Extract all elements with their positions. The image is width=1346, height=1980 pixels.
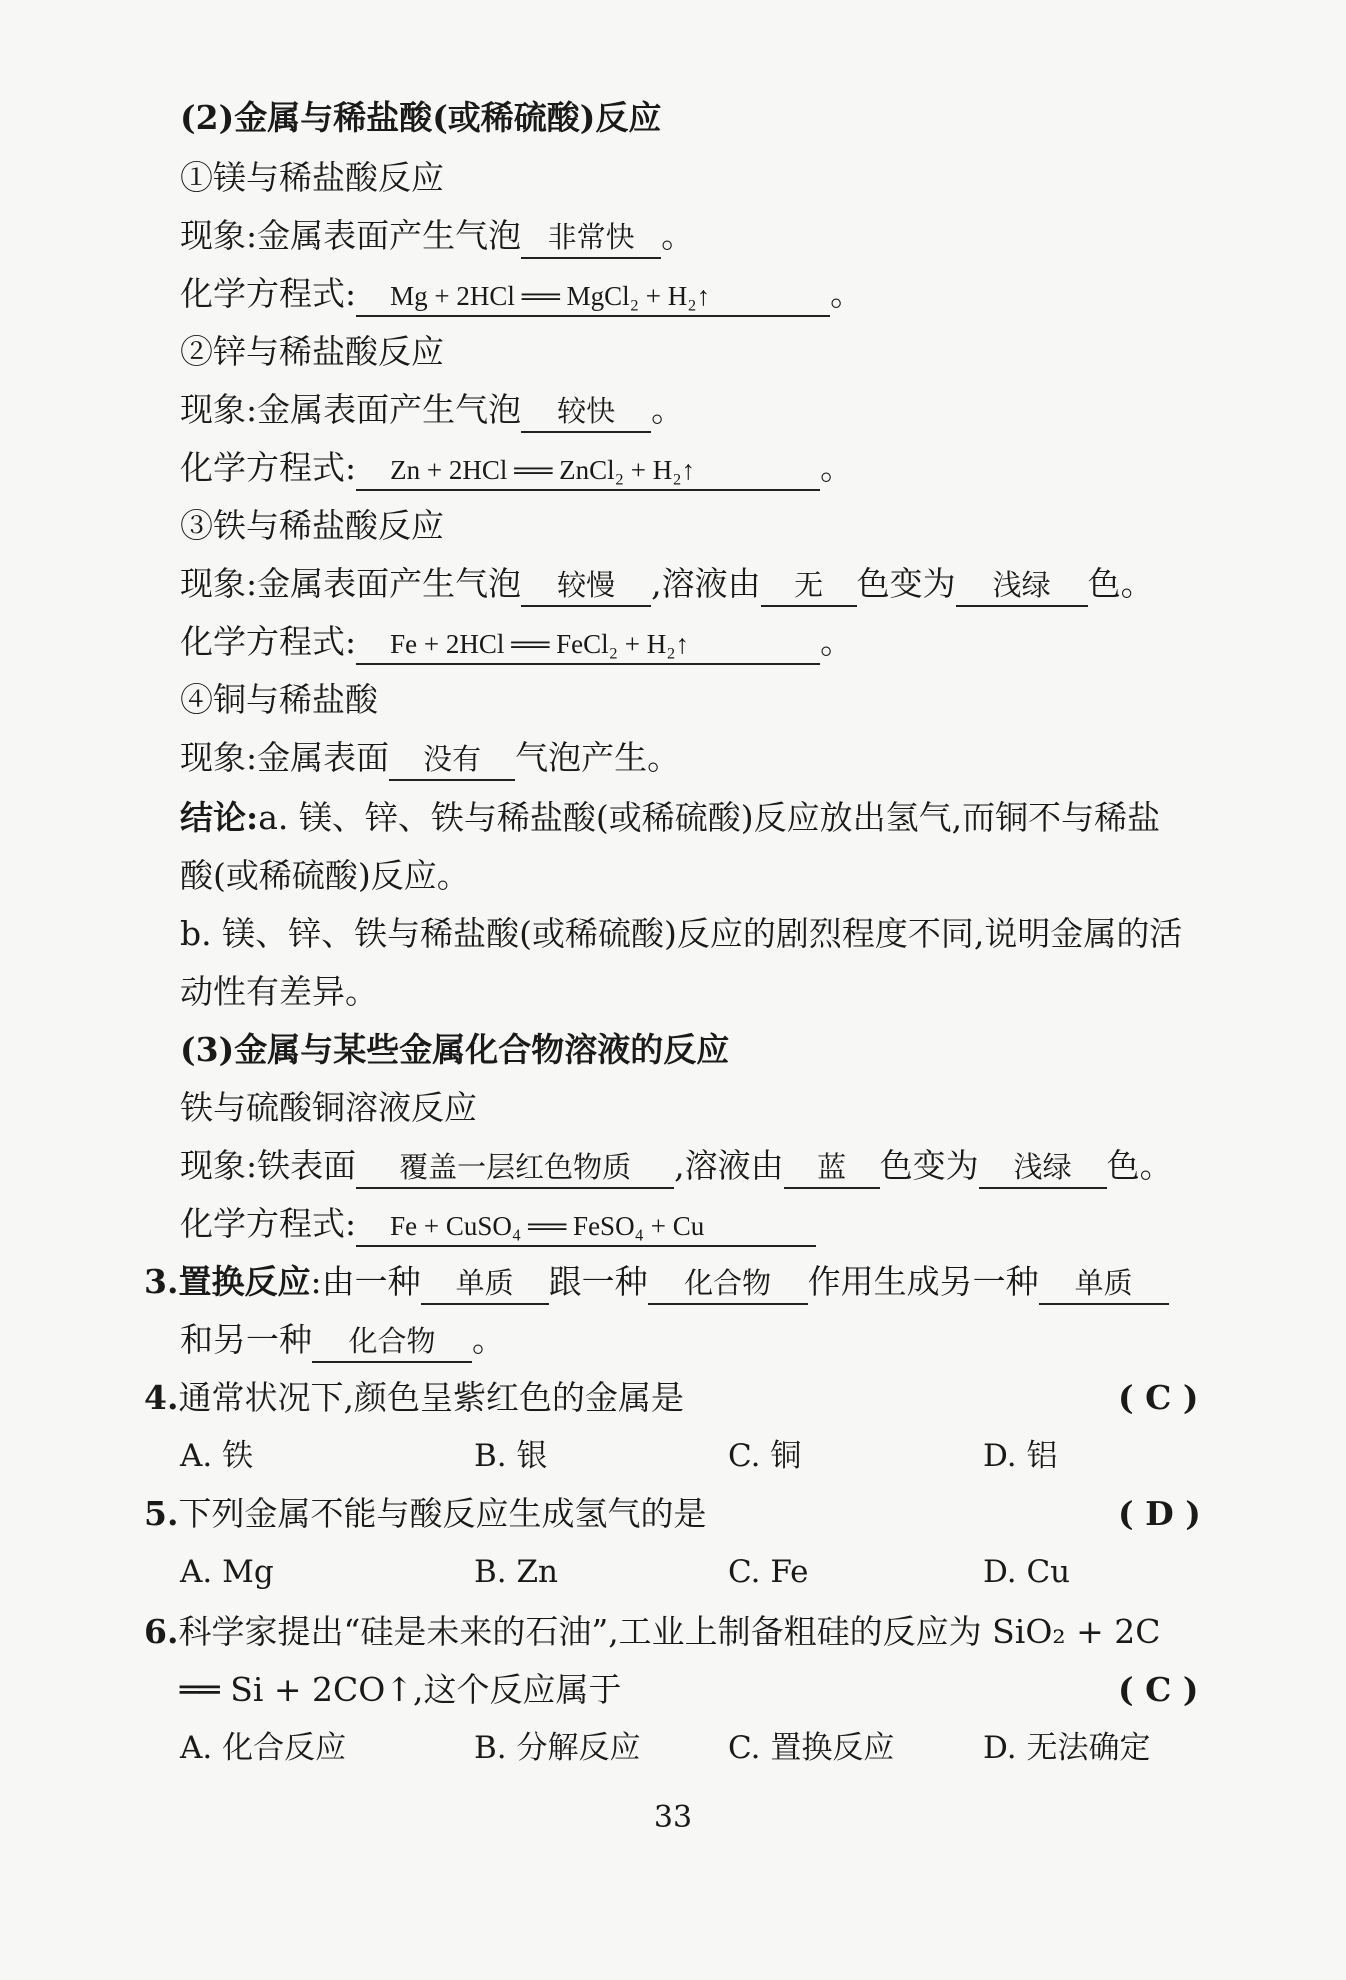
answer-blank: 无	[761, 567, 857, 607]
conclusion-line	[180, 798, 1160, 838]
text: 化学方程式:	[180, 622, 357, 661]
text: 。	[651, 390, 685, 429]
text: 现象:金属表面	[180, 738, 390, 777]
answer-blank: 较快	[521, 393, 651, 433]
subsection-title: 铁与硫酸铜溶液反应	[180, 1088, 477, 1127]
option-b: B. Zn	[474, 1554, 558, 1590]
answer-blank: 没有	[389, 741, 515, 781]
text: 。	[830, 274, 864, 313]
text: 作用生成另一种	[807, 1262, 1039, 1301]
text: 下列金属不能与酸反应生成氢气的是	[178, 1494, 707, 1533]
text: 现象:金属表面产生气泡	[180, 216, 522, 255]
question-number: 6.	[144, 1612, 179, 1651]
option-a: A. 铁	[180, 1438, 254, 1474]
option-c: C. Fe	[728, 1554, 809, 1590]
question-number: 3.	[144, 1262, 179, 1301]
text: 色。	[1087, 564, 1154, 603]
option-b: B. 分解反应	[474, 1730, 641, 1766]
text: 色。	[1106, 1146, 1173, 1185]
option-b: B. 银	[474, 1438, 548, 1474]
text: 。	[661, 216, 695, 255]
answer-blank: 覆盖一层红色物质	[356, 1149, 674, 1189]
text: :由一种	[310, 1262, 421, 1301]
answer-blank: 单质	[421, 1265, 549, 1305]
text: 现象:金属表面产生气泡	[180, 564, 522, 603]
answer-blank: 非常快	[521, 219, 661, 259]
answer-blank: 化合物	[312, 1323, 472, 1363]
answer-blank: 较慢	[521, 567, 651, 607]
answer-blank: 浅绿	[979, 1149, 1107, 1189]
text: 现象:金属表面产生气泡	[180, 390, 522, 429]
text: 化学方程式:	[180, 1204, 357, 1243]
text: 通常状况下,颜色呈紫红色的金属是	[178, 1378, 684, 1417]
subsection-title: ④铜与稀盐酸	[180, 680, 378, 719]
question-number: 4.	[144, 1378, 179, 1417]
answer-blank: 浅绿	[956, 567, 1088, 607]
conclusion-line: 酸(或稀硫酸)反应。	[180, 856, 470, 895]
answer-choice: ( D )	[1118, 1494, 1201, 1533]
text: 跟一种	[548, 1262, 648, 1301]
answer-blank: 单质	[1039, 1265, 1169, 1305]
option-d: D. Cu	[983, 1554, 1071, 1590]
answer-blank: 化合物	[648, 1265, 808, 1305]
option-a: A. 化合反应	[180, 1730, 347, 1766]
section-heading: (3)金属与某些金属化合物溶液的反应	[180, 1030, 730, 1069]
chemical-equation: Zn + 2HCl ══ ZnCl₂ + H₂↑	[356, 451, 820, 491]
chemical-equation: Mg + 2HCl ══ MgCl₂ + H₂↑	[356, 277, 830, 317]
question-6-stem-continued: ══ Si + 2CO↑,这个反应属于	[180, 1670, 622, 1709]
text: 气泡产生。	[515, 738, 681, 777]
phenomenon-line	[180, 390, 684, 433]
equation-line	[180, 448, 853, 491]
text: 和另一种	[180, 1320, 312, 1359]
question-5-stem	[144, 1494, 706, 1534]
subsection-title: ①镁与稀盐酸反应	[180, 158, 444, 197]
text: 化学方程式:	[180, 274, 357, 313]
term-label: 置换反应	[178, 1262, 311, 1301]
text: 。	[472, 1320, 505, 1359]
conclusion-line: b. 镁、锌、铁与稀盐酸(或稀硫酸)反应的剧烈程度不同,说明金属的活	[180, 914, 1183, 953]
phenomenon-line	[180, 738, 680, 781]
section-heading: (2)金属与稀盐酸(或稀硫酸)反应	[180, 98, 662, 137]
phenomenon-line	[180, 564, 1154, 607]
subsection-title: ③铁与稀盐酸反应	[180, 506, 444, 545]
equation-line	[180, 1204, 816, 1247]
question-3	[144, 1262, 1169, 1305]
subsection-title: ②锌与稀盐酸反应	[180, 332, 444, 371]
conclusion-line: 动性有差异。	[180, 972, 378, 1011]
text: 科学家提出“硅是未来的石油”,工业上制备粗硅的反应为 SiO₂ + 2C	[178, 1612, 1161, 1651]
text: a. 镁、锌、铁与稀盐酸(或稀硫酸)反应放出氢气,而铜不与稀盐	[258, 798, 1161, 837]
text: 色变为	[879, 1146, 979, 1185]
answer-choice: ( C )	[1118, 1378, 1199, 1417]
answer-blank: 蓝	[784, 1149, 880, 1189]
page-number: 33	[653, 1800, 693, 1835]
option-d: D. 无法确定	[983, 1730, 1151, 1766]
text: 色变为	[856, 564, 956, 603]
option-d: D. 铝	[983, 1438, 1058, 1474]
answer-choice: ( C )	[1118, 1670, 1199, 1709]
conclusion-label: 结论:	[180, 798, 259, 837]
option-a: A. Mg	[180, 1554, 274, 1590]
option-c: C. 置换反应	[728, 1730, 895, 1766]
text: 。	[820, 622, 854, 661]
question-4-stem	[144, 1378, 684, 1418]
text: ,溶液由	[674, 1146, 784, 1185]
question-3-continued	[180, 1320, 505, 1363]
equation-line	[180, 622, 853, 665]
equation-line	[180, 274, 863, 317]
question-6-stem	[144, 1612, 1161, 1652]
option-c: C. 铜	[728, 1438, 802, 1474]
text: 化学方程式:	[180, 448, 357, 487]
chemical-equation: Fe + 2HCl ══ FeCl₂ + H₂↑	[356, 625, 820, 665]
chemical-equation: Fe + CuSO₄ ══ FeSO₄ + Cu	[356, 1207, 816, 1247]
text: 现象:铁表面	[180, 1146, 357, 1185]
text: 。	[820, 448, 854, 487]
question-number: 5.	[144, 1494, 179, 1533]
text: ,溶液由	[651, 564, 761, 603]
phenomenon-line	[180, 216, 694, 259]
phenomenon-line	[180, 1146, 1173, 1189]
